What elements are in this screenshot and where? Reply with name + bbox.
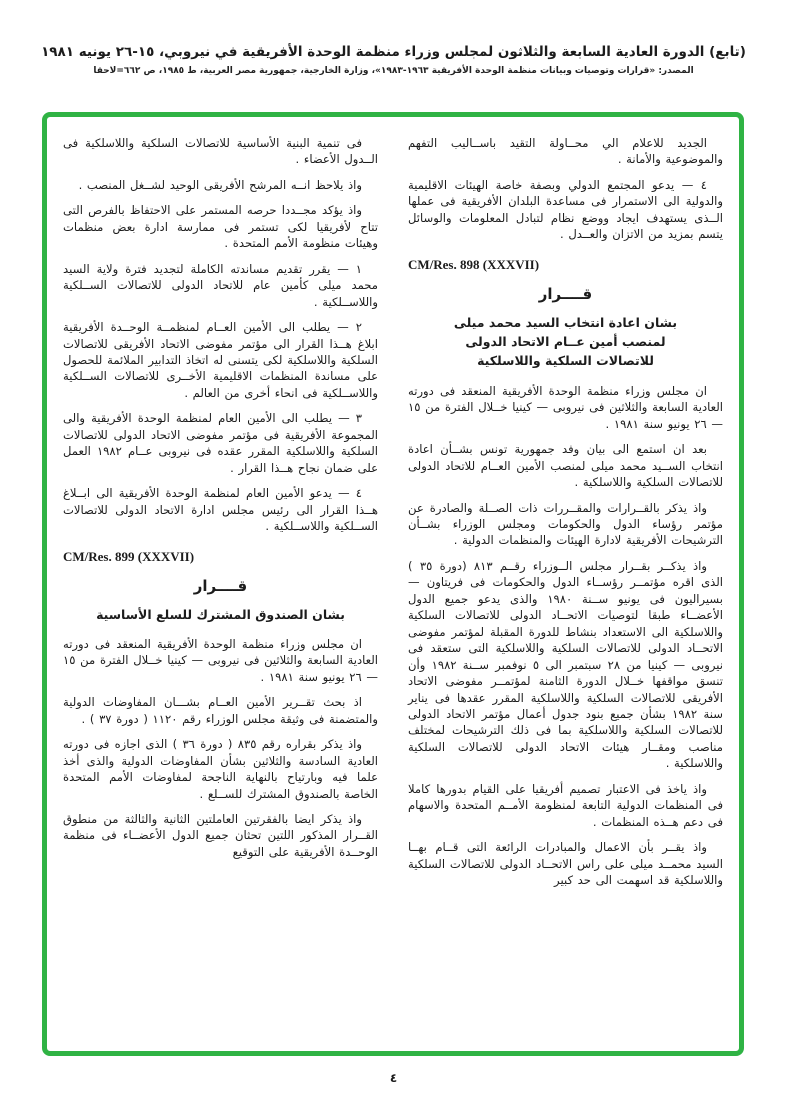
column-right — [408, 135, 723, 1037]
paragraph-clause-1: ١ — يقرر تقديم مساندته الكاملة لتجديد فترة ولاية السيد محمد ميلى كأمين عام للاتحاد الدولى للاتصالات الســلكية واللاســلكية . — [63, 261, 378, 309]
resolution-number-899: CM/Res. 899 (XXXVII) — [63, 548, 195, 564]
resolution-number-898: CM/Res. 898 (XXXVII) — [408, 256, 540, 272]
paragraph: فى تنمية البنية الأساسية للاتصالات السلكية واللاسلكية فى الــدول الأعضاء . — [63, 136, 378, 167]
paragraph-clause-4: ٤ — يدعو المجتمع الدولي وبصفة خاصة الهيئات الاقليمية والدولية الى الاستمرار فى مساعدة البلدان الأفريقية فى عملها الــذى يستهدف ايجاد ووضع نظام لتبادل المعلومات والوسائل يتسم بمزيد من الاتزان والعــدل . — [408, 177, 723, 242]
two-column-layout — [63, 135, 723, 1037]
paragraph: واذ يذكر ايضا بالفقرتين العاملتين الثانية والثالثة من منطوق القــرار المذكور اللتين تحثان جميع الدول الأعضــاء فى منظمة الوحــدة الأفريقية على التوقيع — [63, 811, 378, 859]
paragraph-clause-3: ٣ — يطلب الى الأمين العام لمنظمة الوحدة الأفريقية والى المجموعة الأفريقية فى مؤتمر مفوضى الاتحاد الدولى للاتصالات السلكية واللاسلكية المقرر عقده فى نيروبى عــام ١٩٨٢ العمل على ضمان نجاح هــذا القرار . — [63, 411, 379, 475]
paragraph: واذ يلاحظ انــه المرشح الأفريقى الوحيد لشــغل المنصب . — [78, 177, 362, 192]
header-title: (تابع) الدورة العادية السابعة والثلاثون لمجلس وزراء منظمة الوحدة الأفريقية في نيروبي، ١٥-٢٦ يونيه ١٩٨١ — [41, 44, 746, 60]
subtitle-line: بشان الصندوق المشترك للسلع الأساسية — [96, 606, 345, 622]
paragraph: واذ يذكر بقراره رقم ٨٣٥ ( دورة ٣٦ ) الذى اجازه فى دورته العادية السادسة والثلاثين بشأن المفاوضات الدولية والذى أخذ علما فيه وبارتياح بالنهاية الناجحة لمفاوضات الأمم المتحدة الخاصة بالصندوق المشترك للســلع . — [63, 737, 378, 801]
paragraph: واذ يؤكد مجــددا حرصه المستمر على الاحتفاظ بالفرص التى تتاح لأفريقيا لكى تستمر فى ممارسة ادارة بعض منظمات وهيئات منظومة الأمم المتحدة . — [63, 203, 378, 251]
header-source-line: المصدر: «قرارات وتوصيات وبيانات منظمة الوحدة الأفريقية ١٩٦٣-١٩٨٣»، وزارة الخارجية، جمهورية مصر العربية، ط ١٩٨٥، ص ٦٦٢=لاحقا — [93, 66, 694, 77]
resolution-title: قــــرار — [193, 576, 248, 595]
subtitle-line: للاتصالات السلكية واللاسلكية — [477, 353, 654, 369]
paragraph-clause-2: ٢ — يطلب الى الأمين العــام لمنظمــة الوحــدة الأفريقية ابلاغ هــذا القرار الى مؤتمر مفوضى الاتحاد الأفريقى للاتصالات السلكية واللاسلكية لكى يتسنى له اتخاذ التدابير الملائمة للحصول على مساندة المنظمات الاقليمية الأخــرى للاتصالات الســلكية واللاســلكية فى انحاء أخرى من العالم . — [63, 320, 378, 400]
paragraph: بعد ان استمع الى بيان وفد جمهورية تونس بشــأن اعادة انتخاب الســيد محمد ميلى لمنصب الأمين العــام للاتحاد الدولى للاتصالات السلكية واللاسلكية . — [408, 442, 723, 490]
subtitle-line: بشان اعادة انتخاب السيد محمد ميلى — [453, 314, 678, 330]
content-frame — [42, 112, 744, 1056]
paragraph-clause-4: ٤ — يدعو الأمين العام لمنظمة الوحدة الأفريقية الى ابــلاغ هــذا القرار الى رئيس مجلس ادارة الاتحاد الدولى للاتصالات الســلكية واللاســلكية . — [63, 486, 378, 534]
page-number: ٤ — [389, 1071, 398, 1085]
paragraph: واذ يذكــر بقــرار مجلس الــوزراء رقــم ٨١٣ (دورة ٣٥ ) الذى اقره مؤتمــر رؤســاء الدول والحكومات فى فريتاون — بسيراليون فى يونيو ســنة ١٩٨٠ والذى يدعو جميع الدول الأعضــاء طبقا لتوصيات الاتحــاد الدولى للاتصالات السلكية واللاسلكية الى الاستعداد بنشاط للدورة المقبلة لمؤتمر مفوضى الاتحــاد الدولى للاتصالات السلكية واللاسلكية التى ستعقد فى نيروبى — كينيا من ٢٨ سبتمبر الى ٥ نوفمبر ســنة ١٩٨٢ وأن تنسق مواقفها خــلال الدورة الثامنة لمؤتمــر مفوضى الاتحاد الأفريقى للاتصالات السلكية واللاسلكية المقرر عقدها فى يناير سنة ١٩٨٢ بشأن جميع بنود جدول أعمال مؤتمر الاتحاد الدولى للاتصالات السلكية واللاسلكية بما فى ذلك الترشيحات لمختلف مناصب ومقــار هيئات الاتحاد الدولى للاتصالات السلكية واللاسلكية . — [408, 558, 723, 771]
column-left — [63, 135, 378, 1037]
paragraph: واذ يقــر بأن الاعمال والمبادرات الرائعة التى قــام بهــا السيد محمــد ميلى على راس الاتحــاد الدولى للاتصالات السلكية واللاسلكية قد اسهمت الى حد كبير — [408, 840, 723, 888]
paragraph: واذ يذكر بالقــرارات والمقــررات ذات الصــلة والصادرة عن مؤتمر رؤساء الدول والحكومات ومجلس الوزراء بشــأن الترشيحات الأفريقية لادارة الهيئات والمنظمات الدولية . — [408, 500, 723, 548]
paragraph: واذ ياخذ فى الاعتبار تصميم أفريقيا على القيام بدورها كاملا فى المنظمات الدولية التابعة لمنظومة الأمــم المتحدة والاسهام فى دعم هــذه المنظمات . — [408, 781, 723, 829]
resolution-subtitle — [408, 313, 723, 371]
paragraph: الجديد للاعلام الي محــاولة التقيد باســاليب التفهم والموضوعية والأمانة . — [408, 136, 723, 167]
paragraph: ان مجلس وزراء منظمة الوحدة الأفريقية المنعقد فى دورته العادية السابعة والثلاثين فى نيروبى — كينيا خــلال الفترة من ١٥ — ٢٦ يونيو سنة ١٩٨١ . — [63, 636, 378, 684]
paragraph: ان مجلس وزراء منظمة الوحدة الأفريقية المنعقد فى دورته العادية السابعة والثلاثين فى نيروبى — كينيا خــلال الفترة من ١٥ — ٢٦ يونيو سنة ١٩٨١ . — [408, 383, 723, 431]
subtitle-line: لمنصب أمين عــام الاتحاد الدولى — [465, 334, 666, 350]
page-header — [40, 42, 747, 76]
resolution-subtitle — [63, 605, 378, 624]
resolution-title: قــــرار — [538, 284, 593, 303]
paragraph: اذ بحث تقــرير الأمين العــام بشـــان المفاوضات الدولية والمتضمنة فى وثيقة مجلس الوزراء رقم ١١٢٠ ( دورة ٣٧ ) . — [63, 695, 378, 726]
